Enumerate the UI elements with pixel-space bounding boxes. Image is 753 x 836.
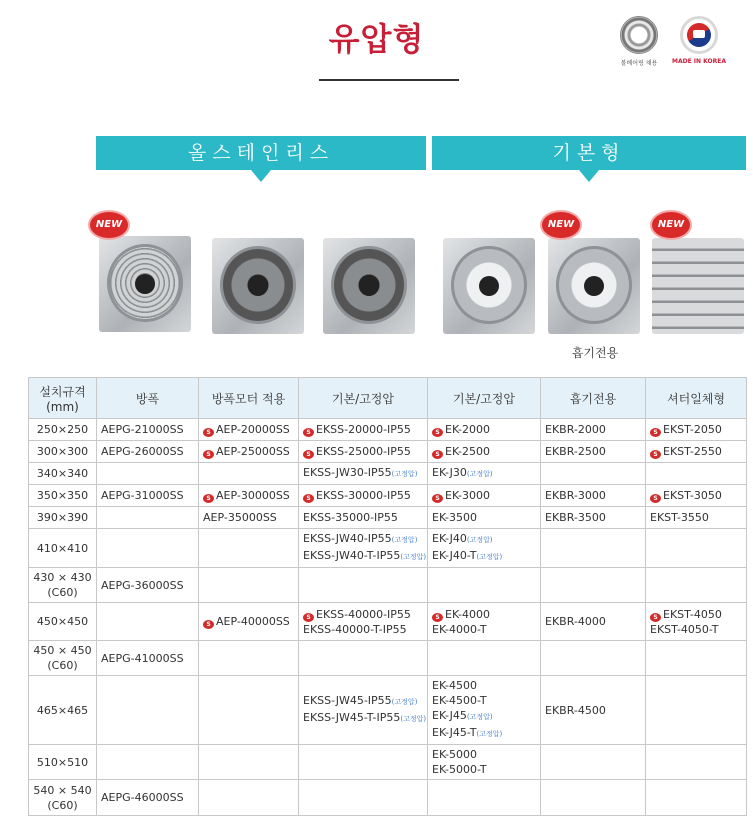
product-image-shutter-fan [652, 238, 744, 334]
model-code: EKSS-40000-T-IP55 [303, 622, 407, 636]
model-cell [97, 419, 199, 441]
model-cell [299, 507, 428, 529]
certified-stamp-icon: S [650, 613, 661, 622]
model-code: EK-J40(고정압) [432, 532, 493, 545]
column-header: 기본/고정압 [428, 378, 541, 419]
table-row [29, 419, 747, 441]
model-cell [646, 419, 747, 441]
spec-table [28, 377, 747, 816]
model-code: AEPG-46000SS [101, 791, 184, 804]
model-cell [646, 745, 747, 780]
size-cell: 450×450 [29, 603, 97, 641]
column-header: 셔터일체형 [646, 378, 747, 419]
table-row [29, 780, 747, 816]
model-code: S EK-2000 [432, 422, 536, 437]
model-code: S AEP-20000SS [203, 422, 294, 437]
model-cell [428, 507, 541, 529]
new-badge-1: NEW [90, 212, 128, 238]
model-cell [541, 441, 646, 463]
model-code: EK-4000-T [432, 622, 487, 636]
new-badge-2: NEW [542, 212, 580, 238]
model-code: EKSS-35000-IP55 [303, 511, 398, 524]
model-cell [541, 485, 646, 507]
new-badge-3: NEW [652, 212, 690, 238]
model-code: S AEP-30000SS [203, 488, 294, 503]
model-cell [646, 507, 747, 529]
column-header: 기본/고정압 [299, 378, 428, 419]
model-code: S EKSS-25000-IP55 [303, 444, 423, 459]
model-cell [299, 463, 428, 485]
model-code: EKSS-JW45-IP55(고정압) [303, 694, 418, 707]
model-code: AEPG-31000SS [101, 489, 184, 502]
model-code: S EKST-3050 [650, 488, 742, 503]
certified-stamp-icon: S [303, 428, 314, 437]
size-cell: 340×340 [29, 463, 97, 485]
model-cell [299, 441, 428, 463]
product-image-explosion-proof-fan [99, 236, 191, 332]
model-code: EKSS-JW40-T-IP55(고정압) [303, 549, 427, 562]
model-code: AEP-35000SS [203, 511, 277, 524]
size-cell: 300×300 [29, 441, 97, 463]
model-code: S EKST-4050 [650, 607, 742, 622]
model-code: S EKSS-30000-IP55 [303, 488, 423, 503]
column-header: 방폭 [97, 378, 199, 419]
certified-stamp-icon: S [303, 613, 314, 622]
table-row [29, 603, 747, 641]
table-row [29, 745, 747, 780]
model-cell [646, 485, 747, 507]
table-body [29, 419, 747, 816]
size-cell: 410×410 [29, 529, 97, 568]
table-row [29, 676, 747, 745]
model-code: EK-J40-T(고정압) [432, 549, 503, 562]
table-row [29, 463, 747, 485]
certified-stamp-icon: S [203, 450, 214, 459]
product-image-stainless-fan-2 [323, 238, 415, 334]
model-code: EK-5000 [432, 748, 477, 761]
model-code: S EKST-2050 [650, 422, 742, 437]
model-cell [541, 507, 646, 529]
model-cell [97, 507, 199, 529]
certified-stamp-icon: S [650, 450, 661, 459]
model-cell [541, 568, 646, 603]
certified-stamp-icon: S [650, 494, 661, 503]
page-title: 유압형 [328, 20, 425, 58]
certified-stamp-icon: S [203, 428, 214, 437]
table-row [29, 507, 747, 529]
model-cell [428, 529, 541, 568]
certified-stamp-icon: S [432, 428, 443, 437]
model-code: EKSS-JW45-T-IP55(고정압) [303, 711, 427, 724]
table-row [29, 568, 747, 603]
model-cell [428, 568, 541, 603]
table-row [29, 641, 747, 676]
model-code: AEPG-41000SS [101, 651, 184, 665]
table-row [29, 485, 747, 507]
model-cell [199, 603, 299, 641]
model-code: AEPG-26000SS [101, 445, 184, 458]
size-cell: 350×350 [29, 485, 97, 507]
model-cell [646, 603, 747, 641]
model-cell [646, 780, 747, 816]
model-cell [646, 441, 747, 463]
model-cell [299, 676, 428, 745]
model-code: S EK-4000 [432, 607, 536, 622]
certified-stamp-icon: S [203, 620, 214, 629]
certified-stamp-icon: S [432, 613, 443, 622]
model-cell [97, 485, 199, 507]
product-image-basic-fan [443, 238, 535, 334]
model-code: EKBR-4000 [545, 615, 606, 628]
certified-stamp-icon: S [432, 450, 443, 459]
model-cell [199, 780, 299, 816]
model-cell [97, 529, 199, 568]
model-code: EK-5000-T [432, 763, 487, 776]
model-cell [299, 568, 428, 603]
size-cell: 390×390 [29, 507, 97, 529]
model-cell [97, 676, 199, 745]
model-code: EKST-3550 [650, 511, 709, 524]
model-cell [541, 676, 646, 745]
model-cell [199, 441, 299, 463]
model-cell [541, 745, 646, 780]
model-cell [199, 463, 299, 485]
model-cell [541, 419, 646, 441]
model-code: EKBR-2000 [545, 423, 606, 436]
model-code: S AEP-40000SS [203, 614, 294, 629]
certified-stamp-icon: S [650, 428, 661, 437]
certified-stamp-icon: S [203, 494, 214, 503]
model-code: AEPG-21000SS [101, 423, 184, 436]
model-code: EKBR-3500 [545, 511, 606, 524]
model-cell [199, 676, 299, 745]
size-cell: 450 × 450 (C60) [29, 641, 97, 676]
model-cell [428, 485, 541, 507]
model-cell [299, 529, 428, 568]
certified-stamp-icon: S [303, 450, 314, 459]
model-cell [428, 780, 541, 816]
model-cell [428, 419, 541, 441]
model-code: AEPG-36000SS [101, 578, 184, 592]
bearing-icon [620, 16, 658, 54]
model-cell [97, 463, 199, 485]
size-cell: 510×510 [29, 745, 97, 780]
model-cell [299, 603, 428, 641]
model-cell [199, 641, 299, 676]
model-cell [299, 485, 428, 507]
table-row [29, 441, 747, 463]
table-header-row [29, 378, 747, 419]
column-header: 설치규격 (mm) [29, 378, 97, 419]
size-cell: 250×250 [29, 419, 97, 441]
model-cell [541, 529, 646, 568]
model-cell [541, 780, 646, 816]
certified-stamp-icon: S [303, 494, 314, 503]
model-code: EK-J45-T(고정압) [432, 726, 503, 739]
model-cell [199, 568, 299, 603]
column-header: 방폭모터 적용 [199, 378, 299, 419]
model-cell [199, 485, 299, 507]
table-row [29, 529, 747, 568]
model-code: EK-3500 [432, 511, 477, 524]
model-code: S EKSS-40000-IP55 [303, 607, 423, 622]
model-code: EKBR-4500 [545, 703, 606, 717]
model-cell [97, 780, 199, 816]
model-cell [97, 745, 199, 780]
model-cell [199, 529, 299, 568]
model-cell [428, 441, 541, 463]
model-cell [646, 568, 747, 603]
model-cell [646, 641, 747, 676]
made-in-korea-badge [672, 16, 726, 65]
model-code: EKSS-JW30-IP55(고정압) [303, 466, 418, 479]
model-cell [299, 745, 428, 780]
model-code: EKST-4050-T [650, 622, 719, 636]
model-cell [428, 641, 541, 676]
model-cell [541, 463, 646, 485]
model-cell [541, 641, 646, 676]
model-code: S AEP-25000SS [203, 444, 294, 459]
model-cell [299, 419, 428, 441]
size-cell: 540 × 540 (C60) [29, 780, 97, 816]
model-cell [299, 641, 428, 676]
model-cell [97, 568, 199, 603]
model-code: S EKST-2550 [650, 444, 742, 459]
model-code: EKSS-JW40-IP55(고정압) [303, 532, 418, 545]
model-cell [646, 529, 747, 568]
model-code: EKBR-3000 [545, 489, 606, 502]
title-underline [319, 79, 459, 81]
model-code: S EKSS-20000-IP55 [303, 422, 423, 437]
banner-basic: 기본형 [432, 136, 746, 170]
product-image-stainless-fan-1 [212, 238, 304, 334]
model-cell [428, 463, 541, 485]
column-header: 흡기전용 [541, 378, 646, 419]
korea-label: MADE IN KOREA [672, 58, 726, 65]
ball-bearing-badge [620, 16, 658, 67]
model-code: S EK-2500 [432, 444, 536, 459]
model-cell [428, 676, 541, 745]
size-cell: 430 × 430 (C60) [29, 568, 97, 603]
model-cell [199, 507, 299, 529]
model-cell [199, 419, 299, 441]
size-cell: 465×465 [29, 676, 97, 745]
korea-flag-icon [680, 16, 718, 54]
model-code: EK-J30(고정압) [432, 466, 493, 479]
product-image-intake-fan [548, 238, 640, 334]
model-cell [299, 780, 428, 816]
model-cell [428, 745, 541, 780]
bearing-label: 볼베어링 채용 [620, 60, 658, 67]
model-code: EK-J45(고정압) [432, 709, 493, 722]
model-cell [97, 603, 199, 641]
product-caption: 흡기전용 [571, 346, 619, 360]
model-code: EK-4500 [432, 679, 477, 692]
model-cell [541, 603, 646, 641]
model-cell [428, 603, 541, 641]
model-cell [97, 641, 199, 676]
model-cell [199, 745, 299, 780]
model-cell [97, 441, 199, 463]
model-code: EK-4500-T [432, 694, 487, 707]
model-code: S EK-3000 [432, 488, 536, 503]
model-code: EKBR-2500 [545, 445, 606, 458]
model-cell [646, 676, 747, 745]
banner-stainless: 올스테인리스 [96, 136, 426, 170]
model-cell [646, 463, 747, 485]
certified-stamp-icon: S [432, 494, 443, 503]
